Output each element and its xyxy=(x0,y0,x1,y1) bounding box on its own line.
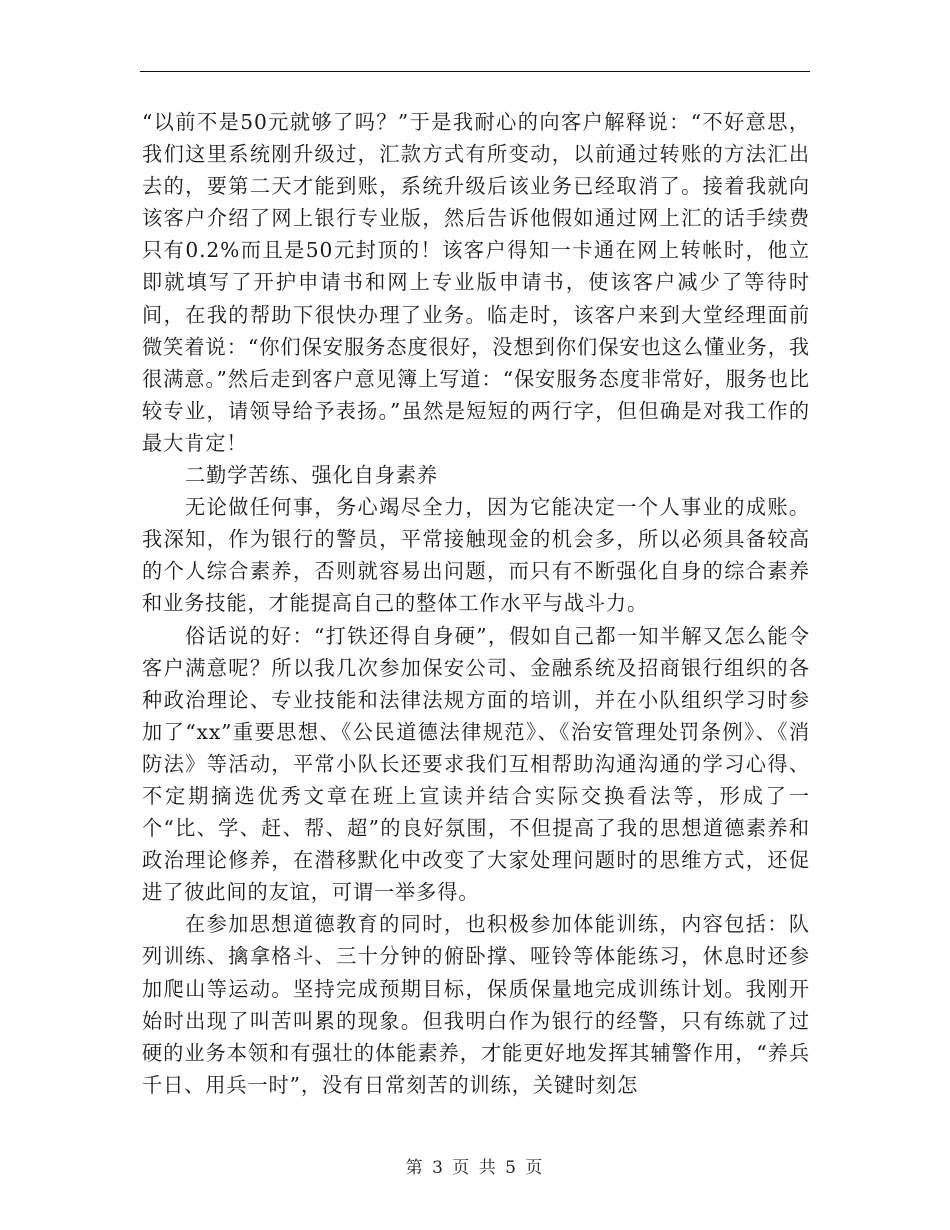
paragraph-continued: “以前不是50元就够了吗？”于是我耐心的向客户解释说：“不好意思，我们这里系统刚升级过，汇款方式有所变动，以前通过转账的方法汇出去的，要第二天才能到账，系统升级后该业务已经取消了。接着我就向该客户介绍了网上银行专业版，然后告诉他假如通过网上汇的话手续费只有0.2%而且是50元封顶的！该客户得知一卡通在网上转帐时，他立即就填写了开护申请书和网上专业版申请书，使该客户减少了等待时间，在我的帮助下很快办理了业务。临走时，该客户来到大堂经理面前微笑着说：“你们保安服务态度很好，没想到你们保安也这么懂业务，我很满意。”然后走到客户意见簿上写道：“保安服务态度非常好，服务也比较专业，请领导给予表扬。”虽然是短短的两行字，但但确是对我工作的最大肯定！ xyxy=(142,110,810,455)
paragraph: 无论做任何事，务心竭尽全力，因为它能决定一个人事业的成账。我深知，作为银行的警员，平常接触现金的机会多，所以必须具备较高的个人综合素养，否则就容易出问题，而只有不断强化自身的综合素养和业务技能，才能提高自己的整体工作水平与战斗力。 xyxy=(142,495,810,616)
header-rule xyxy=(140,71,810,72)
paragraph: 在参加思想道德教育的同时，也积极参加体能训练，内容包括：队列训练、擒拿格斗、三十分钟的俯卧撑、哑铃等体能练习，休息时还参加爬山等运动。坚持完成预期目标，保质保量地完成训练计划。我刚开始时出现了叫苦叫累的现象。但我明白作为银行的经警，只有练就了过硬的业务本领和有强壮的体能素养，才能更好地发挥其辅警作用，“养兵千日、用兵一时”，没有日常刻苦的训练，关键时刻怎 xyxy=(142,912,810,1097)
section-heading: 二勤学苦练、强化自身素养 xyxy=(185,463,439,488)
paragraph: 俗话说的好：“打铁还得自身硬”，假如自己都一知半解又怎么能令客户满意呢？所以我几次参加保安公司、金融系统及招商银行组织的各种政治理论、专业技能和法律法规方面的培训，并在小队组织学习时参加了“xx”重要思想、《公民道德法律规范》、《治安管理处罚条例》、《消防法》等活动，平常小队长还要求我们互相帮助沟通沟通的学习心得、不定期摘选优秀文章在班上宣读并结合实际交换看法等，形成了一个“比、学、赶、帮、超”的良好氛围，不但提高了我的思想道德素养和政治理论修养，在潜移默化中改变了大家处理问题时的思维方式，还促进了彼此间的友谊，可谓一举多得。 xyxy=(142,623,810,905)
document-body xyxy=(142,106,810,1101)
page-number-footer: 第 3 页 共 5 页 xyxy=(405,1158,545,1178)
